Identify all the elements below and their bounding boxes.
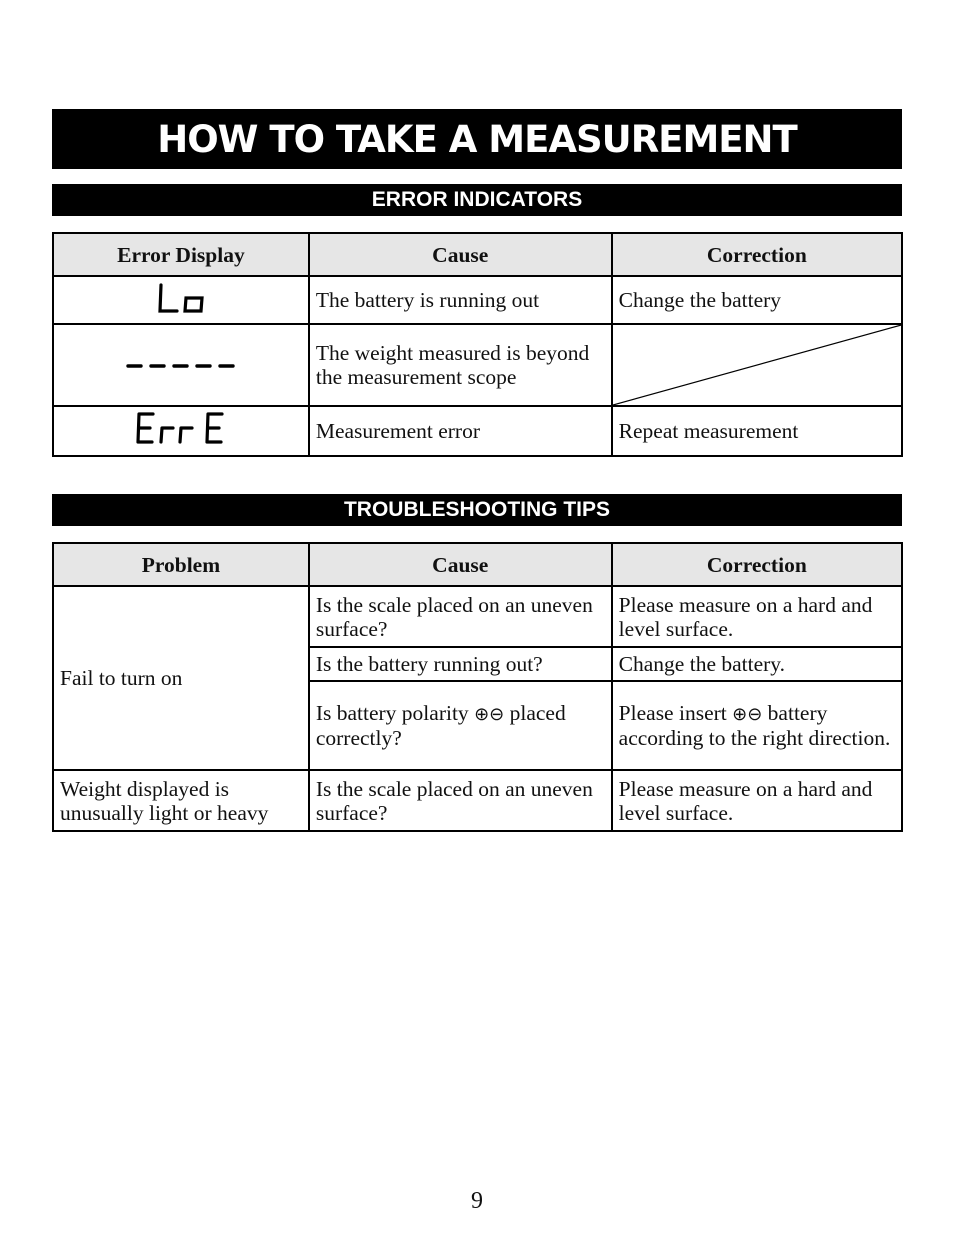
problem-cell: Weight displayed is unusually light or heavy [53, 770, 309, 831]
page-title: HOW TO TAKE A MEASUREMENT [157, 117, 797, 161]
table-row [53, 586, 902, 647]
column-header-error-display: Error Display [53, 233, 309, 276]
cause-cell: Is the scale placed on an uneven surface? [309, 770, 612, 831]
polarity-symbol-icon: ⊕⊖ [732, 704, 763, 724]
cause-text: placed correctly? [315, 701, 566, 750]
error-display-cell [53, 406, 309, 456]
lcd-erre-icon [135, 411, 227, 447]
table-row [53, 324, 902, 406]
correction-text: Please insert [618, 701, 733, 725]
table-row [53, 406, 902, 456]
problem-cell: Fail to turn on [53, 586, 309, 770]
column-header-cause: Cause [309, 543, 612, 586]
error-indicators-heading: ERROR INDICATORS [52, 184, 902, 216]
table-header-row [53, 233, 902, 276]
correction-cell: Please measure on a hard and level surface. [612, 586, 902, 647]
correction-text: battery according to the right direction. [618, 701, 891, 750]
column-header-cause: Cause [309, 233, 612, 276]
column-header-correction: Correction [612, 543, 902, 586]
cause-cell: Is the scale placed on an uneven surface? [309, 586, 612, 647]
column-header-problem: Problem [53, 543, 309, 586]
correction-cell: Change the battery [612, 276, 902, 324]
page-number: 9 [471, 1188, 483, 1214]
cause-cell: Measurement error [309, 406, 612, 456]
correction-cell: Repeat measurement [612, 406, 902, 456]
diagonal-line-icon [613, 325, 901, 405]
error-indicators-table [52, 232, 903, 457]
cause-cell: The battery is running out [309, 276, 612, 324]
table-header-row [53, 543, 902, 586]
correction-cell: Change the battery. [612, 647, 902, 681]
cause-text: Is battery polarity [315, 701, 475, 725]
lcd-lo-icon [155, 281, 207, 315]
table-row [53, 276, 902, 324]
page-title-bar [52, 109, 902, 169]
cause-cell: The weight measured is beyond the measurement scope [309, 324, 612, 406]
table-row [53, 770, 902, 831]
lcd-dashes-icon [125, 360, 237, 372]
correction-cell [612, 681, 902, 770]
column-header-correction: Correction [612, 233, 902, 276]
cause-cell: Is the battery running out? [309, 647, 612, 681]
error-display-cell [53, 276, 309, 324]
cause-cell [309, 681, 612, 770]
troubleshooting-tips-heading: TROUBLESHOOTING TIPS [52, 494, 902, 526]
correction-cell: Please measure on a hard and level surface. [612, 770, 902, 831]
not-applicable-cell [612, 324, 902, 406]
error-display-cell [53, 324, 309, 406]
troubleshooting-table [52, 542, 903, 832]
polarity-symbol-icon: ⊕⊖ [474, 704, 505, 724]
